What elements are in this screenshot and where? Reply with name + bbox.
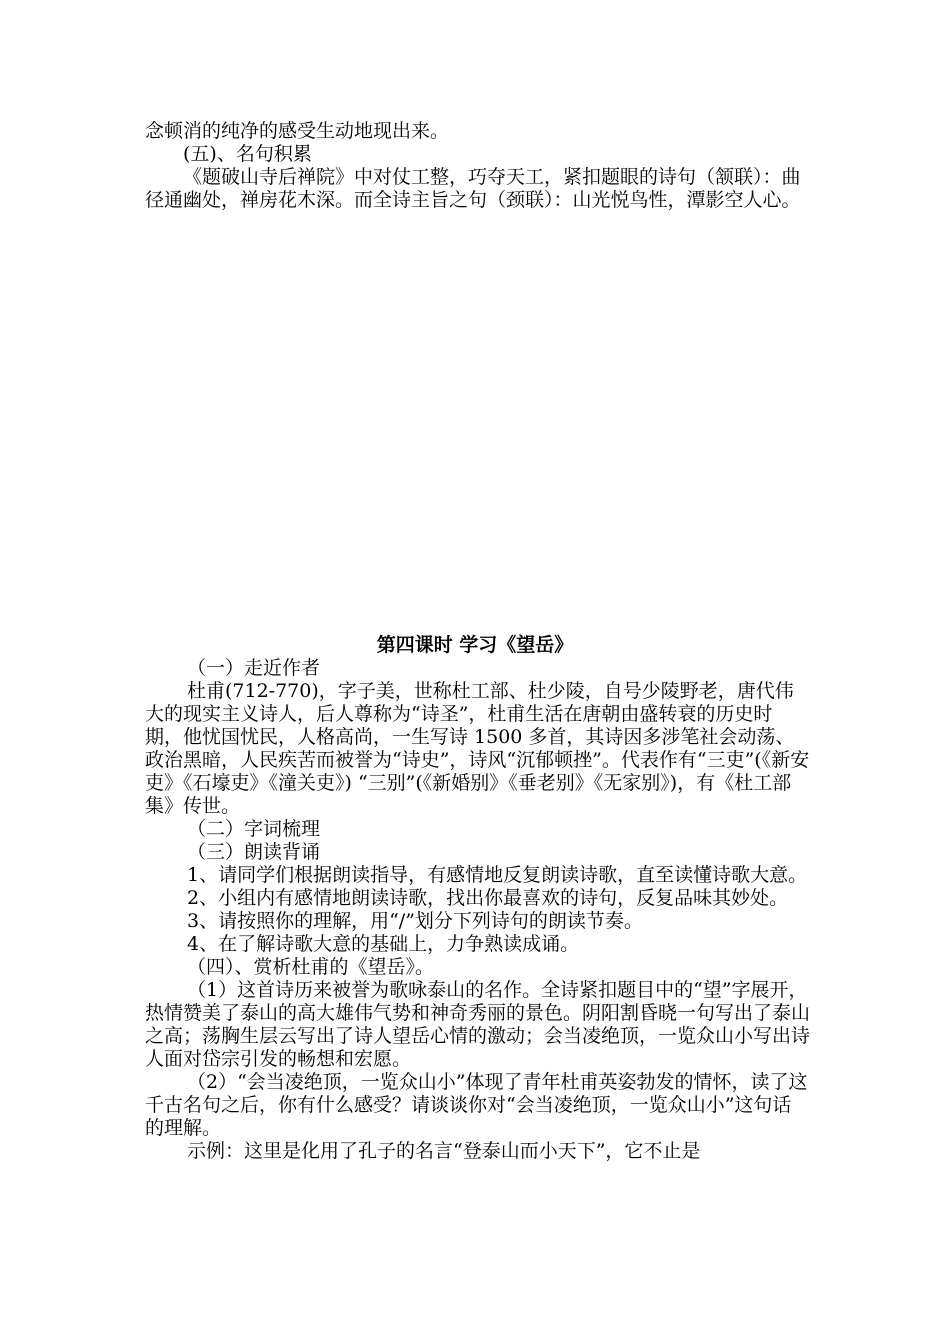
lesson-body (145, 657, 810, 1163)
list-item: 1、请同学们根据朗读指导，有感情地反复朗读诗歌，直至读懂诗歌大意。 (187, 864, 808, 886)
section-heading-reading: （三）朗读背诵 (187, 841, 321, 863)
paragraph-appreciation-2: （2）“会当凌绝顶，一览众山小”体现了青年杜甫英姿勃发的情怀，读了这千古名句之后，你有什么感受？请谈谈你对“会当凌绝顶，一览众山小”这句话的理解。 (145, 1071, 808, 1139)
section-heading-appreciation: （四）、赏析杜甫的《望岳》。 (187, 956, 435, 978)
list-item: 4、在了解诗歌大意的基础上，力争熟读成诵。 (187, 933, 580, 955)
paragraph-example: 示例：这里是化用了孔子的名言“登泰山而小天下”，它不止是 (187, 1140, 701, 1162)
section-heading-author: （一）走近作者 (187, 657, 321, 679)
section-heading-famous-lines: (五)、名句积累 (183, 143, 312, 165)
paragraph-author: 杜甫(712-770)，字子美，世称杜工部、杜少陵，自号少陵野老，唐代伟大的现实主义诗人，后人尊称为“诗圣”，杜甫生活在唐朝由盛转衰的历史时期，他忧国忧民，人格高尚，一生写诗 1500 多首，其诗因多涉笔社会动荡、政治黑暗，人民疾苦而被誉为“诗史”，诗风“沉郁顿挫”。代表作有“三吏”(《新安吏》《石壕吏》《潼关吏》) “三别”(《新婚别》《垂老别》《无家别》)，有《杜工部集》传世。 (145, 680, 810, 817)
paragraph-appreciation-1: （1）这首诗历来被誉为歌咏泰山的名作。全诗紧扣题目中的“望”字展开，热情赞美了泰山的高大雄伟气势和神奇秀丽的景色。阴阳割昏晓一句写出了泰山之高；荡胸生层云写出了诗人望岳心情的激动；会当凌绝顶，一览众山小写出诗人面对岱宗引发的畅想和宏愿。 (145, 979, 811, 1070)
list-item: 3、请按照你的理解，用“/”划分下列诗句的朗读节奏。 (187, 910, 643, 932)
paragraph-famous-lines: 《题破山寺后禅院》中对仗工整，巧夺天工，紧扣题眼的诗句（颔联）：曲径通幽处，禅房花木深。而全诗主旨之句（颈联）：山光悦鸟性，潭影空人心。 (145, 166, 801, 211)
lesson-title: 第四课时 学习《望岳》 (376, 634, 574, 656)
section-heading-vocabulary: （二）字词梳理 (187, 818, 321, 840)
list-item: 2、小组内有感情地朗读诗歌，找出你最喜欢的诗句，反复品味其妙处。 (187, 887, 789, 909)
top-section (145, 120, 810, 212)
paragraph-continuation: 念顿消的纯净的感受生动地现出来。 (145, 120, 450, 142)
